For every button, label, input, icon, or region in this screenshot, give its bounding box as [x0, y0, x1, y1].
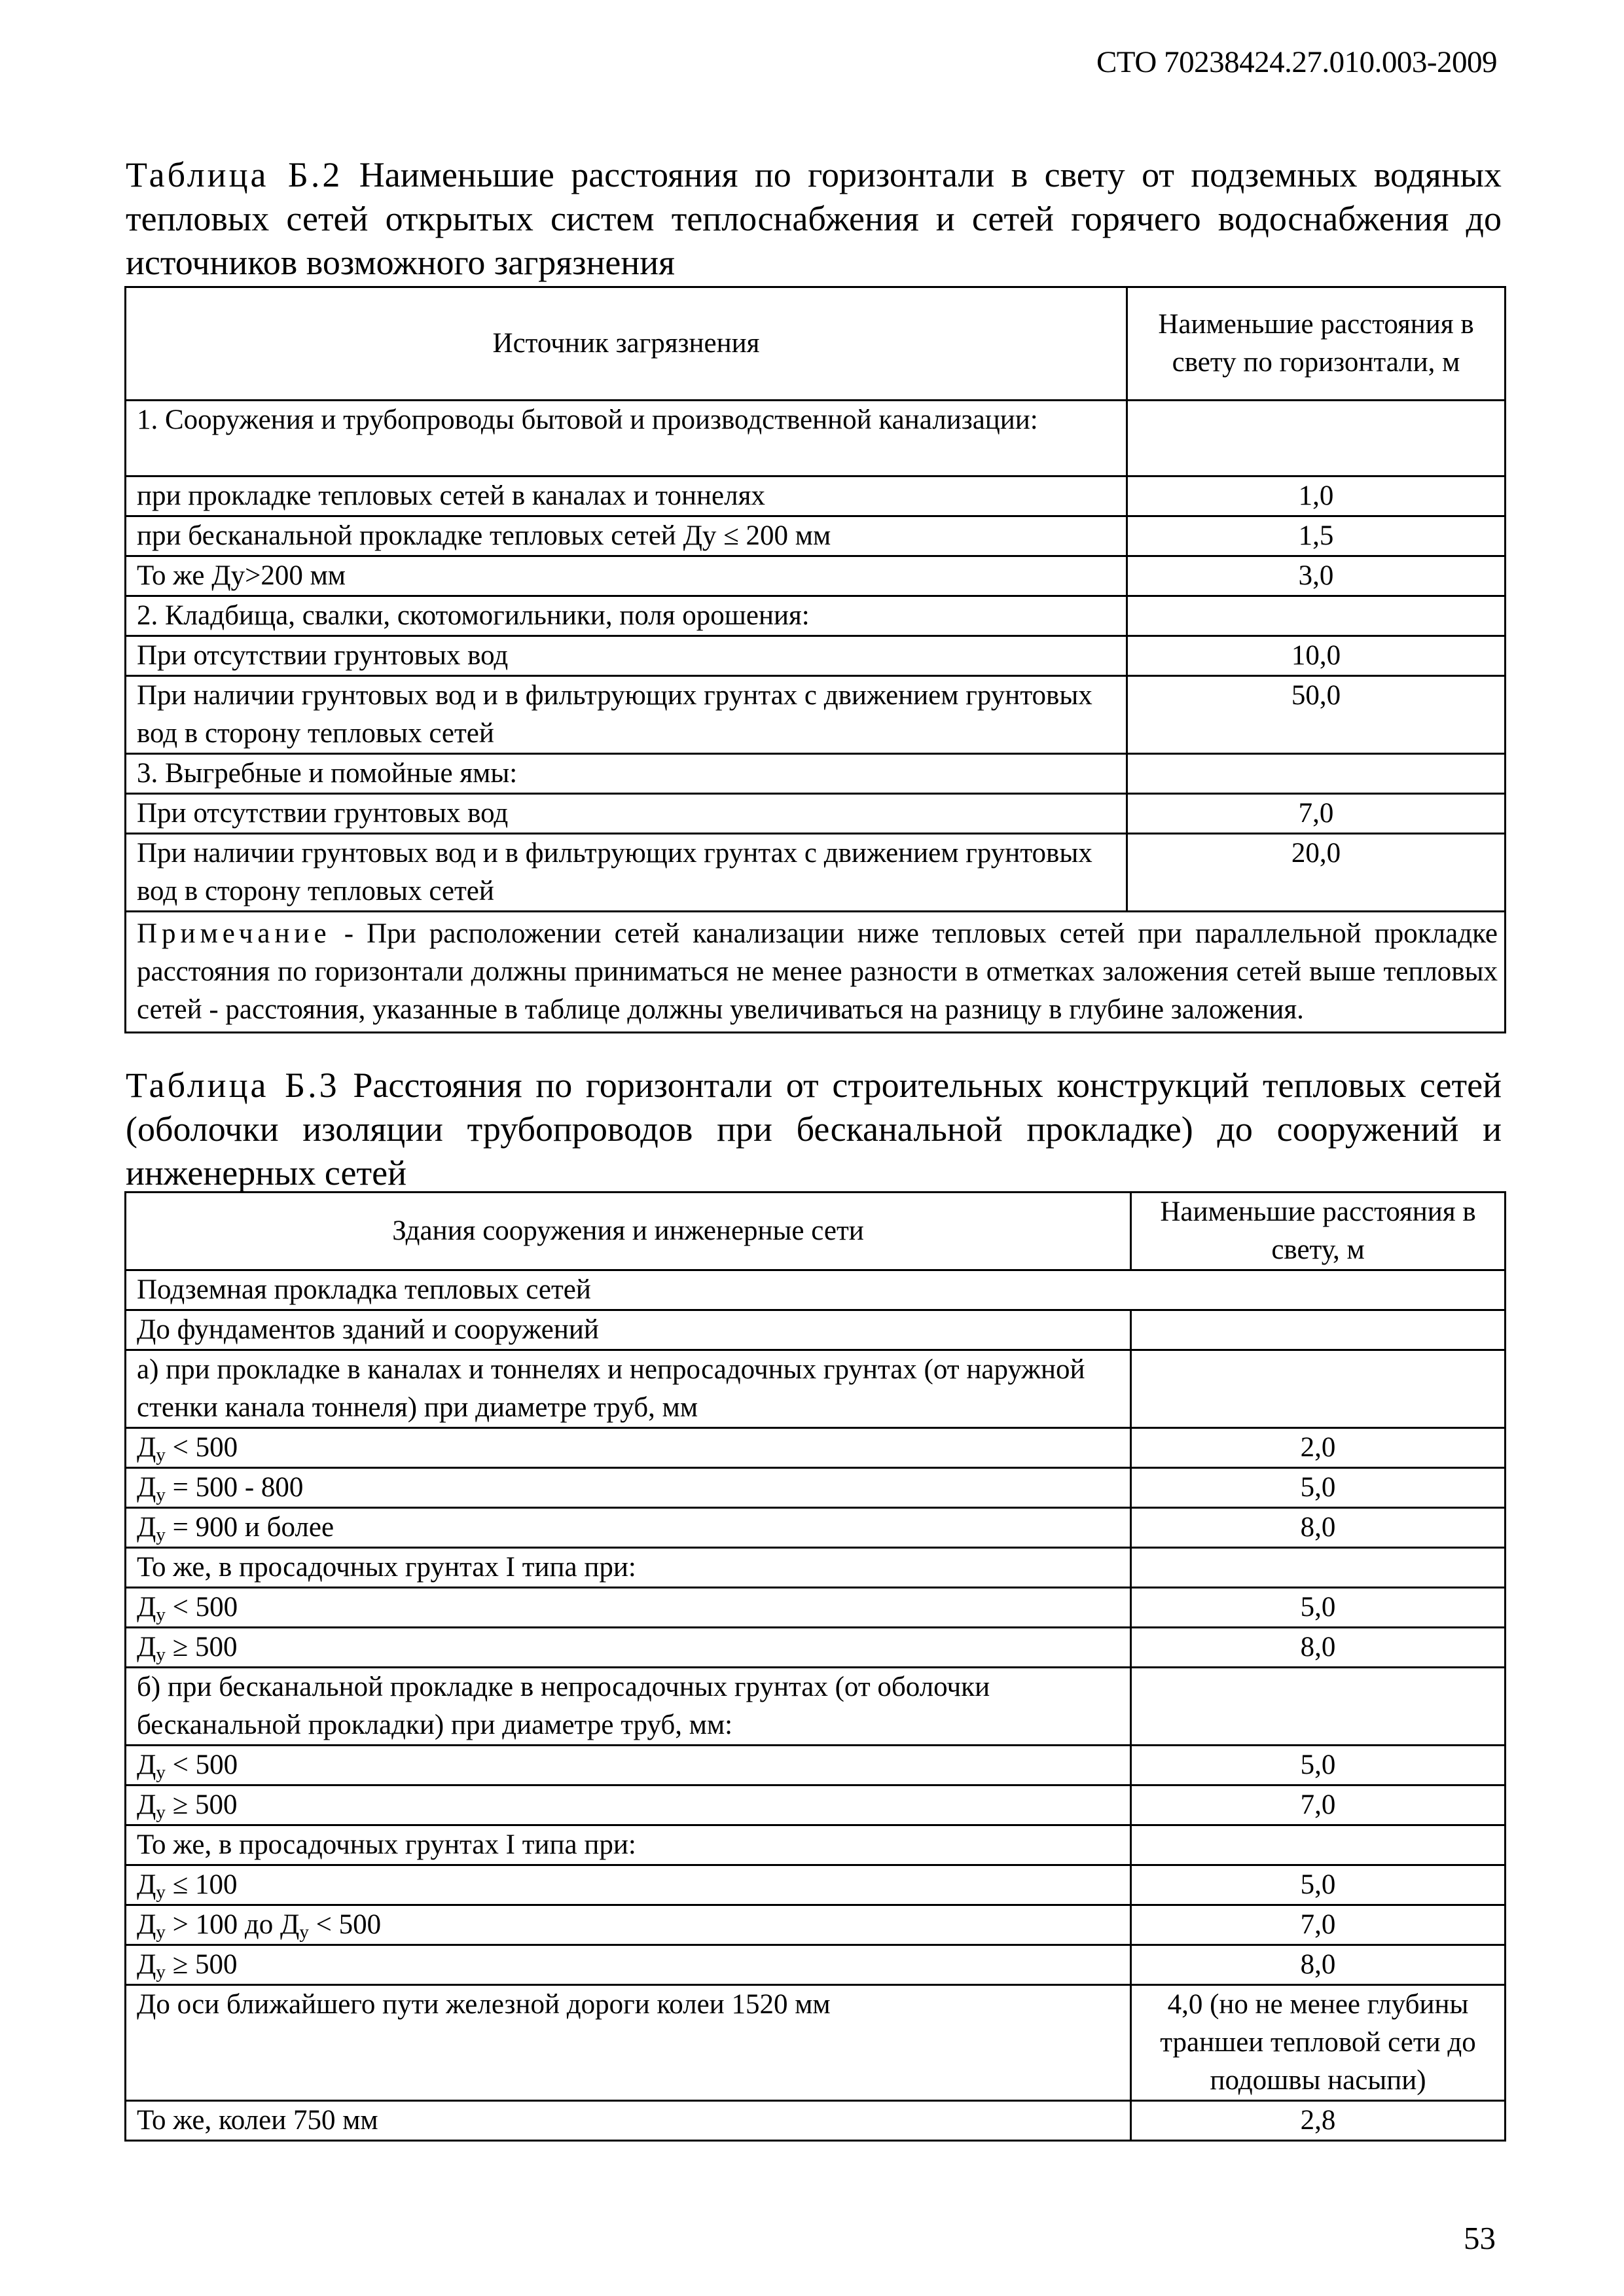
table-row [126, 401, 1506, 476]
table-row [126, 1588, 1506, 1628]
table-b3-caption-label: Таблица Б.3 [126, 1066, 340, 1105]
table-b2-distance-cell: 1,0 [1127, 476, 1506, 516]
table-b2-source-cell: При отсутствии грунтовых вод [126, 636, 1127, 676]
table-b2-source-cell: При отсутствии грунтовых вод [126, 794, 1127, 834]
table-b3-object-cell: До оси ближайшего пути железной дороги колеи 1520 мм [126, 1985, 1131, 2101]
table-b2-source-cell: То же Ду>200 мм [126, 556, 1127, 596]
table-b3-distance-cell [1131, 1825, 1506, 1865]
table-b3-object-cell: $Д_у \ge 500$ [126, 1945, 1131, 1985]
table-b2-distance-cell [1127, 401, 1506, 476]
table-row [126, 1746, 1506, 1785]
table-b3-object-cell: То же, колеи 750 мм [126, 2101, 1131, 2141]
table-b3-object-cell: То же, в просадочных грунтах I типа при: [126, 1825, 1131, 1865]
table-b3-distance-cell [1131, 1310, 1506, 1350]
table-row [126, 1985, 1506, 2101]
table-b2-header-distance: Наименьшие расстояния в свету по горизонтали, м [1127, 287, 1506, 401]
table-row [126, 1350, 1506, 1428]
table-b3-caption-text: Расстояния по горизонтали от строительных конструкций тепловых сетей (оболочки изоляции трубопроводов при бесканальной прокладке) до сооружений и инженерных сетей [126, 1066, 1502, 1193]
table-b2-note-text: - При расположении сетей канализации ниже тепловых сетей при параллельной прокладке расстояния по горизонтали должны приниматься не менее разности в отметках заложения сетей выше тепловых сетей - расстояния, указанные в таблице должны увеличиваться на разницу в глубине заложения. [137, 918, 1498, 1025]
table-b2-source-cell: при бесканальной прокладке тепловых сетей Ду ≤ 200 мм [126, 516, 1127, 556]
table-b2-distance-cell: 3,0 [1127, 556, 1506, 596]
table-b3-section-row [126, 1270, 1506, 1310]
table-b2-note-label: Примечание [137, 918, 331, 949]
table-b3-object-cell: $Д_у \ge 500$ [126, 1628, 1131, 1668]
table-row [126, 1468, 1506, 1508]
table-row [126, 1310, 1506, 1350]
table-b3-distance-cell: 4,0 (но не менее глубины траншеи тепловой сети до подошвы насыпи) [1131, 1985, 1506, 2101]
table-b3-header-object: Здания сооружения и инженерные сети [126, 1193, 1131, 1270]
table-b3-distance-cell [1131, 1668, 1506, 1746]
table-b2-source-cell: при прокладке тепловых сетей в каналах и тоннелях [126, 476, 1127, 516]
table-b3-distance-cell: 5,0 [1131, 1588, 1506, 1628]
table-b2 [124, 286, 1506, 1033]
table-row [126, 596, 1506, 636]
table-row [126, 1865, 1506, 1905]
table-b2-caption [126, 153, 1502, 285]
table-row [126, 1628, 1506, 1668]
table-b3-object-cell: $Д_у < 500$ [126, 1588, 1131, 1628]
table-b2-caption-label: Таблица Б.2 [126, 155, 343, 194]
table-b2-source-cell: 2. Кладбища, свалки, скотомогильники, поля орошения: [126, 596, 1127, 636]
table-b2-header-source: Источник загрязнения [126, 287, 1127, 401]
table-b2-distance-cell [1127, 754, 1506, 794]
table-row [126, 834, 1506, 912]
table-row [126, 1825, 1506, 1865]
table-row [126, 556, 1506, 596]
table-b3-object-cell: $Д_у = 900$ и более [126, 1508, 1131, 1548]
table-b3-distance-cell: 5,0 [1131, 1468, 1506, 1508]
table-b3-object-cell: а) при прокладке в каналах и тоннелях и непросадочных грунтах (от наружной стенки канала тоннеля) при диаметре труб, мм [126, 1350, 1131, 1428]
table-b2-source-cell: 3. Выгребные и помойные ямы: [126, 754, 1127, 794]
table-b2-distance-cell: 1,5 [1127, 516, 1506, 556]
table-b2-source-cell: При наличии грунтовых вод и в фильтрующих грунтах с движением грунтовых вод в сторону тепловых сетей [126, 834, 1127, 912]
table-b3-distance-cell: 8,0 [1131, 1508, 1506, 1548]
table-b3-distance-cell [1131, 1548, 1506, 1588]
table-row [126, 1508, 1506, 1548]
document-code: СТО 70238424.27.010.003-2009 [1096, 45, 1497, 79]
table-row [126, 1668, 1506, 1746]
table-b3-distance-cell: 5,0 [1131, 1746, 1506, 1785]
table-b3-header-distance: Наименьшие расстояния в свету, м [1131, 1193, 1506, 1270]
table-b3 [124, 1191, 1506, 2142]
table-b2-distance-cell: 7,0 [1127, 794, 1506, 834]
table-b3-distance-cell [1131, 1350, 1506, 1428]
table-row [126, 516, 1506, 556]
table-b3-distance-cell: 7,0 [1131, 1905, 1506, 1945]
table-b3-distance-cell: 8,0 [1131, 1945, 1506, 1985]
table-b2-distance-cell: 10,0 [1127, 636, 1506, 676]
page-number: 53 [1464, 2220, 1496, 2256]
table-b3-distance-cell: 7,0 [1131, 1785, 1506, 1825]
table-b2-caption-text: Наименьшие расстояния по горизонтали в свету от подземных водяных тепловых сетей открытых систем теплоснабжения и сетей горячего водоснабжения до источников возможного загрязнения [126, 155, 1502, 282]
table-b3-object-cell: $Д_у \ge 500$ [126, 1785, 1131, 1825]
table-b2-source-cell: 1. Сооружения и трубопроводы бытовой и производственной канализации: [126, 401, 1127, 476]
table-b3-object-cell: $Д_у < 500$ [126, 1746, 1131, 1785]
table-b3-object-cell: $Д_у = 500 - 800$ [126, 1468, 1131, 1508]
table-b2-note-row [126, 912, 1506, 1033]
table-row [126, 754, 1506, 794]
table-b3-object-cell: $Д_у < 500$ [126, 1428, 1131, 1468]
table-b3-caption [126, 1064, 1502, 1195]
table-row [126, 676, 1506, 754]
table-b3-object-cell: б) при бесканальной прокладке в непросадочных грунтах (от оболочки бесканальной прокладки) при диаметре труб, мм: [126, 1668, 1131, 1746]
table-row [126, 636, 1506, 676]
table-row [126, 1905, 1506, 1945]
table-b3-header-row [126, 1193, 1506, 1270]
table-b3-distance-cell: 8,0 [1131, 1628, 1506, 1668]
table-row [126, 794, 1506, 834]
table-b3-object-cell: $Д_у > 100$ до $Д_у < 500$ [126, 1905, 1131, 1945]
table-row [126, 476, 1506, 516]
table-b3-object-cell: То же, в просадочных грунтах I типа при: [126, 1548, 1131, 1588]
table-b3-distance-cell: 2,8 [1131, 2101, 1506, 2141]
table-b2-distance-cell: 20,0 [1127, 834, 1506, 912]
table-b2-distance-cell: 50,0 [1127, 676, 1506, 754]
table-row [126, 2101, 1506, 2141]
table-b3-object-cell: $Д_у \le 100$ [126, 1865, 1131, 1905]
table-b3-distance-cell: 5,0 [1131, 1865, 1506, 1905]
table-b3-distance-cell: 2,0 [1131, 1428, 1506, 1468]
table-b2-distance-cell [1127, 596, 1506, 636]
table-row [126, 1785, 1506, 1825]
table-b3-object-cell: До фундаментов зданий и сооружений [126, 1310, 1131, 1350]
table-b2-source-cell: При наличии грунтовых вод и в фильтрующих грунтах с движением грунтовых вод в сторону тепловых сетей [126, 676, 1127, 754]
table-row [126, 1428, 1506, 1468]
table-b2-note [126, 912, 1506, 1033]
table-row [126, 1548, 1506, 1588]
table-b2-header-row [126, 287, 1506, 401]
table-row [126, 1945, 1506, 1985]
table-b3-section-label: Подземная прокладка тепловых сетей [126, 1270, 1506, 1310]
